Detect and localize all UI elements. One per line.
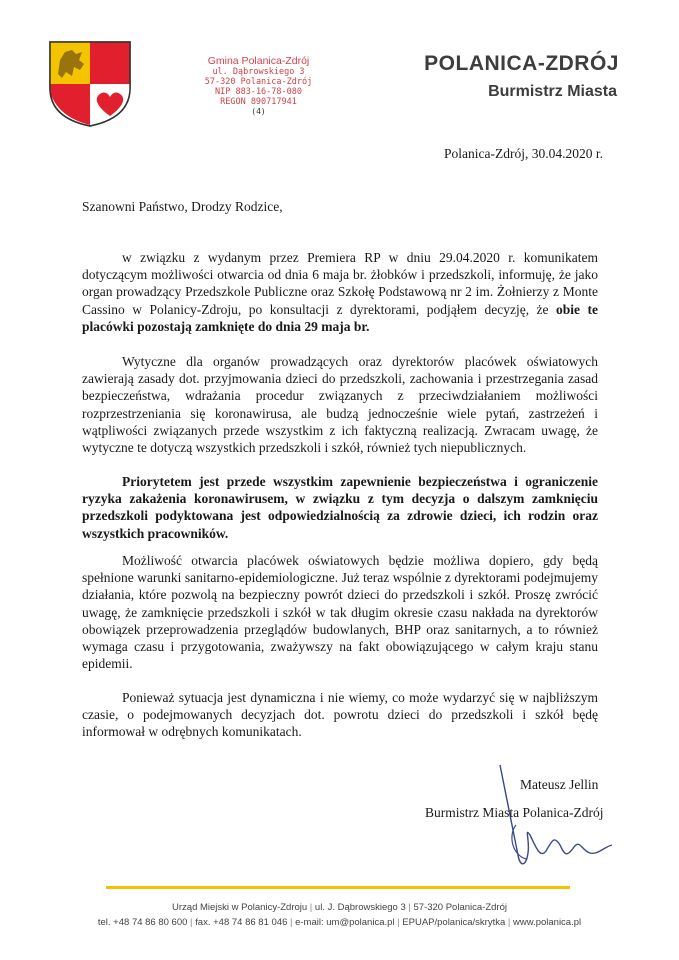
header-title: POLANICA-ZDRÓJ [424,52,619,75]
footer-office: Urząd Miejski w Polanicy-Zdroju [172,902,308,913]
header-subtitle: Burmistrz Miasta [488,83,617,100]
stamp-regon: REGON 890717941 [220,97,297,107]
footer-epuap: EPUAP/polanica/skrytka [402,917,506,928]
letter-greeting: Szanowni Państwo, Drodzy Rodzice, [82,199,283,214]
footer-street: ul. J. Dąbrowskiego 3 [314,902,406,913]
municipality-stamp [186,55,331,116]
footer-website: www.polanica.pl [513,917,582,928]
paragraph-4: Możliwość otwarcia placówek oświatowych będzie możliwa dopiero, gdy będą spełnione warunki sanitarno-epidemiologiczne. Już teraz wspólnie z dyrektorami podejmujemy działania, które pozwolą na bezpieczny powrót dzieci do przedszkoli i szkół. Proszę zwrócić uwagę, że zamknięcie przedszkoli i szkół w tak długim okresie czasu nakłada na dyrektorów obowiązek przeprowadzenia przeglądów budowlanych, BHP oraz sanitarnych, a to również wymaga czasu i przygotowania, zważywszy na fakt obowiązującego w całym kraju stanu epidemii. [82,553,598,672]
footer-contact: tel. +48 74 86 80 600 | fax. +48 74 86 81 046 | e-mail: um@polanica.pl | EPUAP/polanica/skrytka | www.polanica.pl [97,917,582,928]
paragraph-5: Ponieważ sytuacja jest dynamiczna i nie wiemy, co może wydarzyć się w najbliższym czasie, o podejmowanych decyzjach dot. powrotu dzieci do przedszkoli i szkół będę informował w odrębnych komunikatach. [82,690,598,740]
footer-fax: fax. +48 74 86 81 046 [195,917,288,928]
paragraph-1-emphasis: obie te placówki pozostają zamknięte do dnia 29 maja br. [82,301,598,334]
stamp-name: Gmina Polanica-Zdrój [207,55,310,67]
footer-address: Urząd Miejski w Polanicy-Zdroju | ul. J. Dąbrowskiego 3 | 57-320 Polanica-Zdrój [172,902,507,913]
footer-phone: tel. +48 74 86 80 600 [97,917,188,928]
paragraph-1-text: w związku z wydanym przez Premiera RP w dniu 29.04.2020 r. komunikatem dotyczącym możliwości otwarcia od dnia 6 maja br. żłobków i przedszkoli, informuję, że jako organ prowadzący Przedszkole Publiczne oraz Szkołę Podstawową nr 2 im. Żołnierzy z Monte Cassino w Polanicy-Zdroju, po konsultacji z dyrektorami, podjąłem decyzję, że [82,250,598,317]
signer-role: Burmistrz Miasta Polanica-Zdrój [425,805,604,820]
stamp-postcode: 57-320 Polanica-Zdrój [204,77,313,87]
paragraph-3: Priorytetem jest przede wszystkim zapewnienie bezpieczeństwa i ograniczenie ryzyka zakażenia koronawirusem, w związku z tym decyzja o dalszym zamknięciu przedszkoli podyktowana jest odpowiedzialnością za zdrowie dzieci, ich rodzin oraz wszystkich pracowników. [82,474,598,541]
stamp-nip: NIP 883-16-78-080 [215,87,302,97]
stamp-number: (4) [251,107,266,116]
letter-date: Polanica-Zdrój, 30.04.2020 r. [444,146,603,161]
paragraph-2: Wytyczne dla organów prowadzących oraz dyrektorów placówek oświatowych zawierają zasady dot. przyjmowania dzieci do przedszkoli, zachowania i przestrzegania zasad bezpieczeństwa, wdrażania procedur związanych z przeciwdziałaniem możliwości rozprzestrzeniania się koronawirusa, ale budzą jednocześnie wiele pytań, zastrzeżeń i wątpliwości związanych przede wszystkim z ich faktyczną realizacją. Zwracam uwagę, że wytyczne te dotyczą wszystkich przedszkoli i szkół, również tych niepublicznych. [82,354,598,456]
signer-name: Mateusz Jellin [520,777,599,792]
paragraph-1 [82,249,598,335]
stamp-street: ul. Dąbrowskiego 3 [212,67,305,77]
footer-email: e-mail: um@polanica.pl [295,917,395,928]
coat-of-arms [48,40,132,128]
footer-rule [106,886,570,889]
footer-postcode: 57-320 Polanica-Zdrój [413,902,507,913]
